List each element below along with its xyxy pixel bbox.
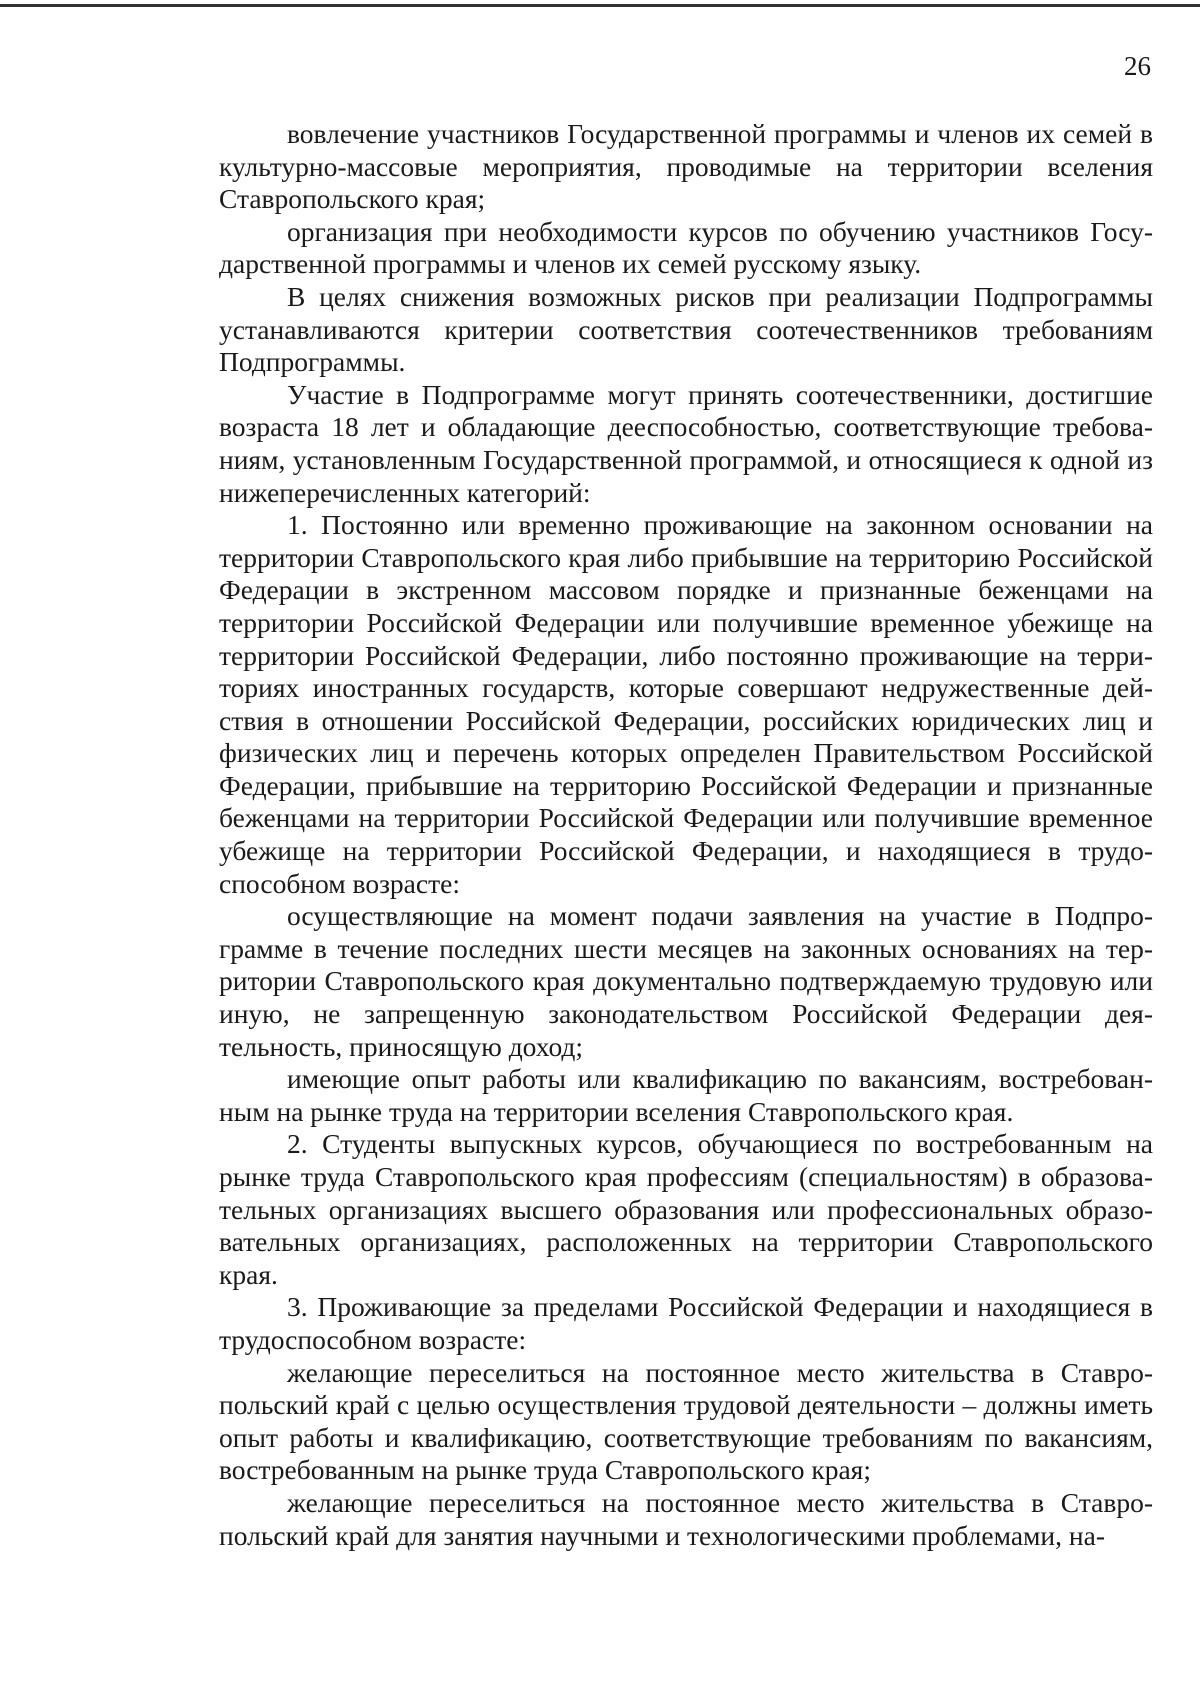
paragraph: В целях снижения возможных рисков при реализации Подпрограммы устанавливаются критерии соответствия соотечественников требованиям Подпрограммы. bbox=[219, 280, 1153, 378]
page-number: 26 bbox=[1124, 51, 1151, 81]
top-border-line bbox=[0, 4, 1200, 7]
paragraph: осуществляющие на момент подачи заявления на участие в Подпрограмме в течение последних шести месяцев на законных основаниях на территории Ставропольского края документально подтверждаемую трудовую или иную, не запрещенную законодательством Российской Федерации деятельность, приносящую доход; bbox=[219, 900, 1153, 1062]
document-body bbox=[219, 118, 1153, 1552]
paragraph: желающие переселиться на постоянное место жительства в Ставропольский край с целью осуществления трудовой деятельности – должны иметь опыт работы и квалификацию, соответствующие требованиям по вакансиям, востребованным на рынке труда Ставропольского края; bbox=[219, 1356, 1153, 1486]
paragraph: имеющие опыт работы или квалификацию по вакансиям, востребованным на рынке труда на территории вселения Ставропольского края. bbox=[219, 1063, 1153, 1127]
paragraph: 3. Проживающие за пределами Российской Федерации и находящиеся в трудоспособном возрасте: bbox=[219, 1291, 1153, 1355]
paragraph: организация при необходимости курсов по обучению участников Государственной программы и членов их семей русскому языку. bbox=[219, 215, 1153, 280]
paragraph: 2. Студенты выпускных курсов, обучающиеся по востребованным на рынке труда Ставропольского края профессиям (специальностям) в образовательных организациях высшего образования или профессиональных образовательных организациях, расположенных на территории Ставропольского края. bbox=[219, 1128, 1153, 1290]
paragraph: Участие в Подпрограмме могут принять соотечественники, достигшие возраста 18 лет и обладающие дееспособностью, соответствующие требованиям, установленным Государственной программой, и относящиеся к одной из нижеперечисленных категорий: bbox=[219, 378, 1153, 508]
paragraph: желающие переселиться на постоянное место жительства в Ставропольский край для занятия научными и технологическими проблемами, на- bbox=[219, 1486, 1153, 1551]
paragraph: 1. Постоянно или временно проживающие на законном основании на территории Ставропольского края либо прибывшие на территорию Российской Федерации в экстренном массовом порядке и признанные беженцами на территории Российской Федерации или получившие временное убежище на территории Российской Федерации, либо постоянно проживающие на территориях иностранных государств, которые совершают недружественные действия в отношении Российской Федерации, российских юридических лиц и физических лиц и перечень которых определен Правительством Российской Федерации, прибывшие на территорию Российской Федерации и признанные беженцами на территории Российской Федерации или получившие временное убежище на территории Российской Федерации, и находящиеся в трудоспособном возрасте: bbox=[219, 509, 1153, 899]
paragraph: вовлечение участников Государственной программы и членов их семей в культурно-массовые мероприятия, проводимые на территории вселения Ставропольского края; bbox=[219, 118, 1153, 215]
